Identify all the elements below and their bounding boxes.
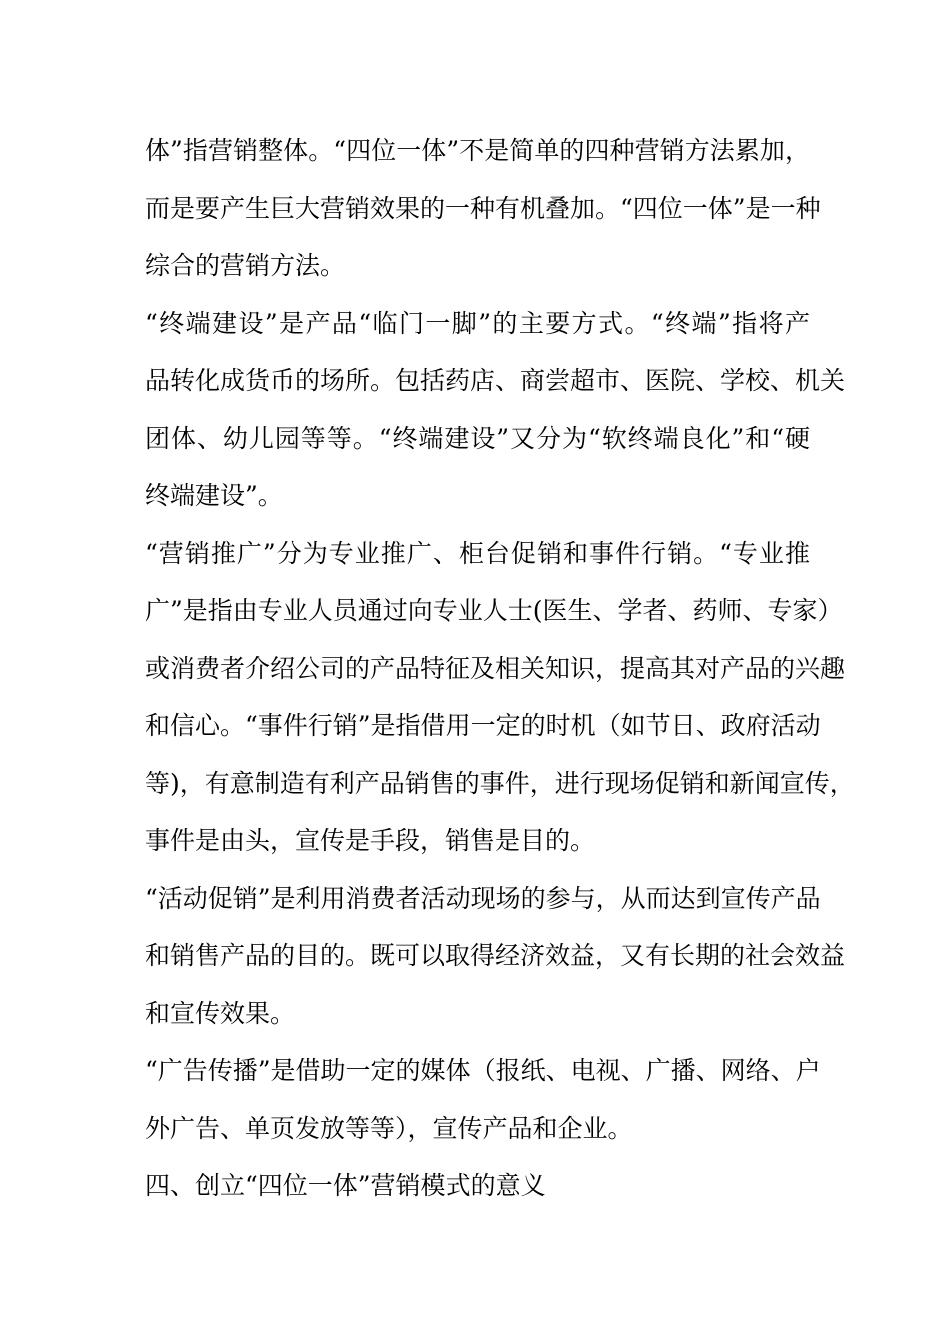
text-line: 广”是指由专业人员通过向专业人士(医生、学者、药师、专家）: [145, 596, 843, 625]
text-line: 团体、幼儿园等等。“终端建设”又分为“软终端良化”和“硬: [145, 423, 810, 453]
text-line: 而是要产生巨大营销效果的一种有机叠加。“四位一体”是一种: [145, 193, 821, 223]
section-heading: 四、创立“四位一体”营销模式的意义: [145, 1171, 546, 1200]
document-body: [145, 122, 855, 1215]
text-line: 或消费者介绍公司的产品特征及相关知识，提高其对产品的兴趣: [145, 653, 846, 683]
text-line: 和信心。“事件行销”是指借用一定的时机（如节日、政府活动: [145, 711, 821, 740]
text-line: 和销售产品的目的。既可以取得经济效益，又有长期的社会效益: [145, 941, 846, 970]
text-line: 品转化成货币的场所。包括药店、商尝超市、医院、学校、机关: [145, 366, 846, 395]
text-line: 外广告、单页发放等等），宣传产品和企业。: [145, 1113, 633, 1143]
text-line: “终端建设”是产品“临门一脚”的主要方式。“终端”指将产: [145, 308, 810, 338]
text-line: “广告传播”是借助一定的媒体（报纸、电视、广播、网络、户: [145, 1056, 821, 1085]
text-line: 和宣传效果。: [145, 998, 296, 1028]
text-line: 终端建设”。: [145, 481, 283, 510]
text-line: 等)，有意制造有利产品销售的事件，进行现场促销和新闻宣传，: [145, 768, 855, 798]
text-line: 体”指营销整体。“四位一体”不是简单的四种营销方法累加，: [145, 136, 810, 165]
text-line: 事件是由头，宣传是手段，销售是目的。: [145, 826, 596, 855]
text-line: “活动促销”是利用消费者活动现场的参与，从而达到宣传产品: [145, 883, 821, 913]
text-line: “营销推广”分为专业推广、柜台促销和事件行销。“专业推: [145, 538, 810, 568]
text-line: 综合的营销方法。: [145, 251, 346, 280]
